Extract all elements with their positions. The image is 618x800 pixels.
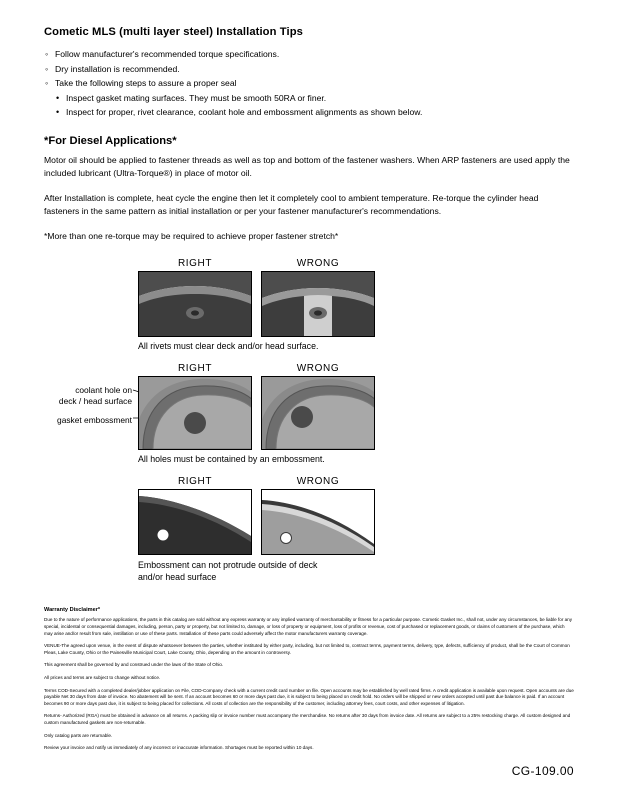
figure-image-right-protrusion [138,489,252,555]
callout-gasket-embossment [44,415,132,426]
figure-row-rivets [138,258,574,337]
list-item: ◦ Take the following steps to assure a proper seal [44,76,574,91]
figure-row-protrusion [138,476,574,555]
list-item: • Inspect for proper, rivet clearance, coolant hole and embossment alignments as shown below. [56,105,574,120]
figures-section [44,258,574,583]
diesel-heading: *For Diesel Applications* [44,134,177,147]
paragraph-motor-oil: Motor oil should be applied to fastener threads as well as top and bottom of the fastener washers. When ARP fasteners are used apply the included lubricant (Ultra-Torque®) in place of motor oil. [44,154,570,179]
warranty-paragraph: Due to the nature of performance applications, the parts in this catalog are sold without any express warranty or any implied warranty of merchantability or fitness for a particular purpose. Cometic Gasket Inc., shall not, under any circumstances, be liable for any special, incidental or consequential damages, including, person, party or property, but not limited to, damage, or loss of property or equipment, loss of profits or revenue, cost of purchased or replacement goods, or claims of customers of the purchase, which may arise and/or result from sale, instillation or use of these parts. Installation of these parts could adversely affect the motor manufacturers warranty coverage. [44,617,573,636]
list-item: ◦ Dry installation is recommended. [44,62,574,77]
figure-right-rivets [138,258,252,337]
warranty-paragraph: All prices and terms are subject to change without notice. [44,675,161,681]
figure-label-right: RIGHT [177,476,213,488]
figure-wrong-protrusion [261,476,375,555]
figure-label-wrong: WRONG [296,258,340,270]
figure-caption-embossment: All holes must be contained by an embossment. [138,454,325,465]
callout-line-2: deck / head surface [58,396,132,407]
figure-label-right: RIGHT [177,258,213,270]
warranty-heading: Warranty Disclaimer* [44,607,101,614]
warranty-section [44,607,574,751]
page-title: Cometic MLS (multi layer steel) Installation Tips [44,26,303,38]
figure-wrong-embossment [261,363,375,450]
figure-image-right-rivets [138,271,252,337]
tips-list [44,47,574,91]
figure-image-wrong-embossment [261,376,375,450]
callout-line-3: gasket embossment [57,415,132,426]
warranty-paragraph: Returns- Authorized (RGA) must be obtained in advance on all returns. A packing slip or invoice number must accompany the merchandise. No returns after 30 days from invoice date. All returns are subject to a 25% restocking charge. All custom designed and custom manufactured gaskets are non-returnable. [44,713,571,725]
warranty-paragraph: Terms COD-Secured with a completed dealer/jobber application on File, COD-Company check with a current credit card number on file. Open accounts may be established by well rated firms. A credit application is available upon request. Open accounts are due payable Net 30 days from date of invoice. No abatement will be sent. If an account becomes 60 or more days past due, it is subject to being placed on credit hold. No orders will be shipped or new orders accepted until past due balance is paid. If an account becomes 90 or more days past due, it is subject to being placed for collections. All costs of collection are the responsibility of the customer, including attorney fees, court costs, and other expenses of litigation. [44,687,574,706]
paragraph-retorque-note: *More than one re-torque may be required to achieve proper fastener stretch* [44,230,339,241]
figure-caption-protrusion [138,559,574,583]
figure-label-wrong: WRONG [296,476,340,488]
callout-line-1: coolant hole on [75,385,132,396]
tips-sublist [44,91,574,120]
figure-caption-rivets: All rivets must clear deck and/or head surface. [138,341,319,352]
figure-right-embossment [138,363,252,450]
callout-coolant-hole [44,385,132,407]
figure-image-right-embossment [138,376,252,450]
paragraph-heat-cycle: After Installation is complete, heat cycle the engine then let it completely cool to ambient temperature. Re-torque the cylinder head fasteners in the same pattern as initial installation or per your fastener manufacturer's recommendations. [44,192,539,217]
caption-line-1: Embossment can not protrude outside of deck [138,560,318,571]
figure-image-wrong-protrusion [261,489,375,555]
warranty-paragraph: Review your invoice and notify us immediately of any incorrect or inaccurate information. Shortages must be reported within 10 days. [44,745,314,751]
document-number: CG-109.00 [511,764,574,778]
list-item: ◦ Follow manufacturer's recommended torque specifications. [44,47,574,62]
warranty-paragraph: Only catalog parts are returnable. [44,732,113,738]
figure-row-embossment [138,363,574,450]
figure-label-wrong: WRONG [296,363,340,375]
figure-wrong-rivets [261,258,375,337]
figure-label-right: RIGHT [177,363,213,375]
list-item: • Inspect gasket mating surfaces. They must be smooth 50RA or finer. [56,91,574,106]
caption-line-2: and/or head surface [138,572,217,583]
warranty-paragraph: This agreement shall be governed by and construed under the laws of the State of Ohio. [44,662,224,668]
warranty-paragraph: VENUE-The agreed upon venue, in the event of dispute whatsoever between the parties, whether instituted by either party, including, but not limited to, contract terms, payment terms, delivery, type, defects, sufficiency of product, shall be the Court of Common Pleas, Lake County, Ohio or the Painesville Municipal Court, Lake County, Ohio, depending on the amount in controversy. [44,643,570,655]
figure-right-protrusion [138,476,252,555]
figure-image-wrong-rivets [261,271,375,337]
